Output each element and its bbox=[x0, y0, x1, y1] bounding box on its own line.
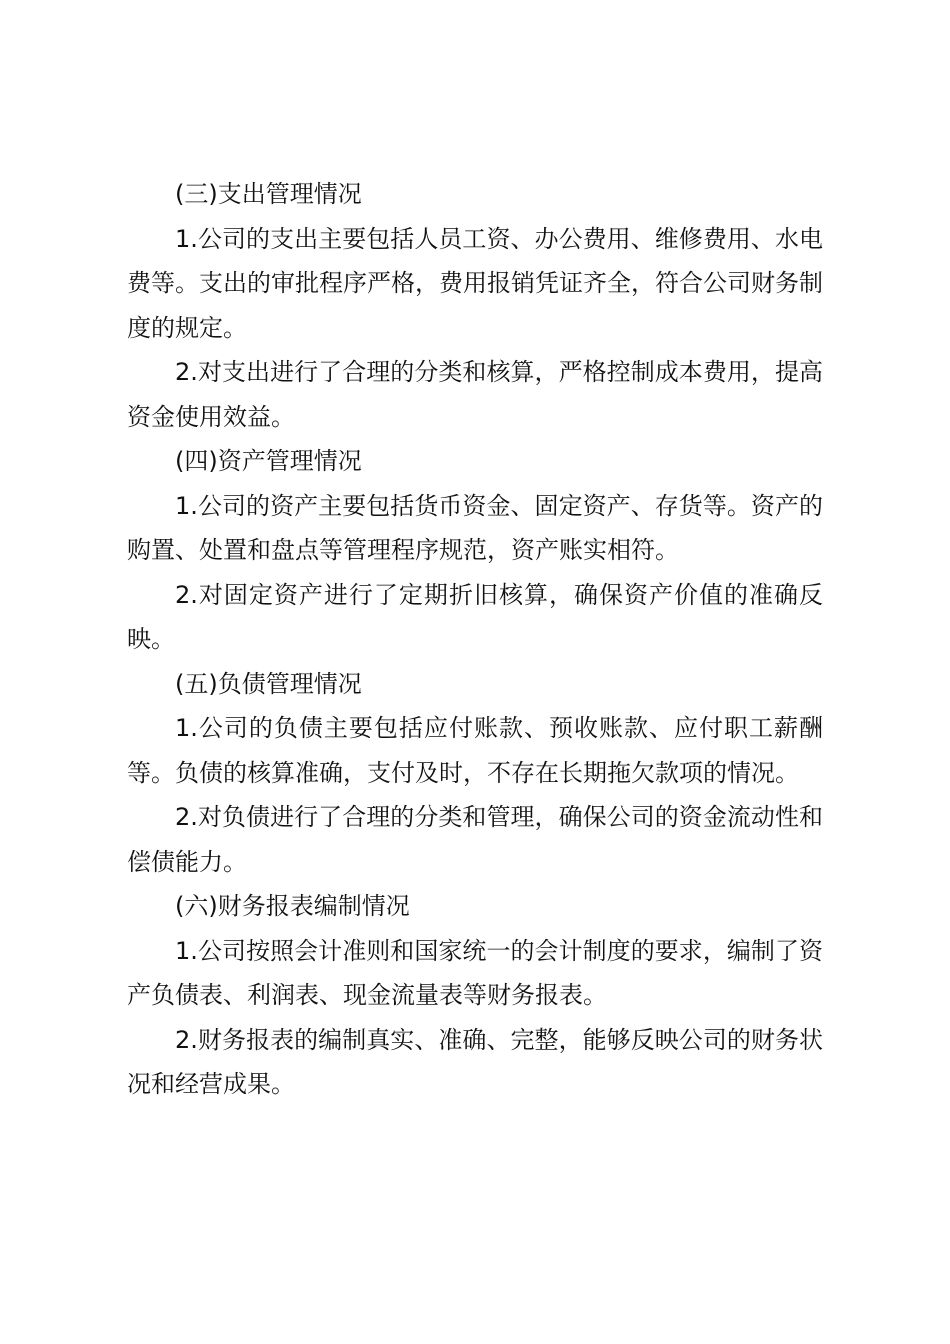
section-heading-assets: (四)资产管理情况 bbox=[175, 447, 362, 475]
paragraph-liabilities-1: 1.公司的负债主要包括应付账款、预收账款、应付职工薪酬等。负债的核算准确，支付及时，不存在长期拖欠款项的情况。 bbox=[127, 714, 823, 787]
paragraph-liabilities-2: 2.对负债进行了合理的分类和管理，确保公司的资金流动性和偿债能力。 bbox=[127, 803, 823, 876]
section-heading-financial-statements: (六)财务报表编制情况 bbox=[175, 892, 410, 920]
section-heading-expenditure: (三)支出管理情况 bbox=[175, 180, 362, 208]
paragraph-financial-statements-1: 1.公司按照会计准则和国家统一的会计制度的要求，编制了资产负债表、利润表、现金流量表等财务报表。 bbox=[127, 936, 823, 1009]
paragraph-expenditure-1: 1.公司的支出主要包括人员工资、办公费用、维修费用、水电费等。支出的审批程序严格，费用报销凭证齐全，符合公司财务制度的规定。 bbox=[127, 224, 823, 342]
paragraph-expenditure-2: 2.对支出进行了合理的分类和核算，严格控制成本费用，提高资金使用效益。 bbox=[127, 358, 823, 431]
section-heading-liabilities: (五)负债管理情况 bbox=[175, 669, 362, 698]
paragraph-financial-statements-2: 2.财务报表的编制真实、准确、完整，能够反映公司的财务状况和经营成果。 bbox=[127, 1025, 823, 1098]
paragraph-assets-2: 2.对固定资产进行了定期折旧核算，确保资产价值的准确反映。 bbox=[127, 580, 823, 653]
paragraph-assets-1: 1.公司的资产主要包括货币资金、固定资产、存货等。资产的购置、处置和盘点等管理程序规范，资产账实相符。 bbox=[127, 491, 823, 564]
document-body bbox=[127, 172, 823, 1107]
